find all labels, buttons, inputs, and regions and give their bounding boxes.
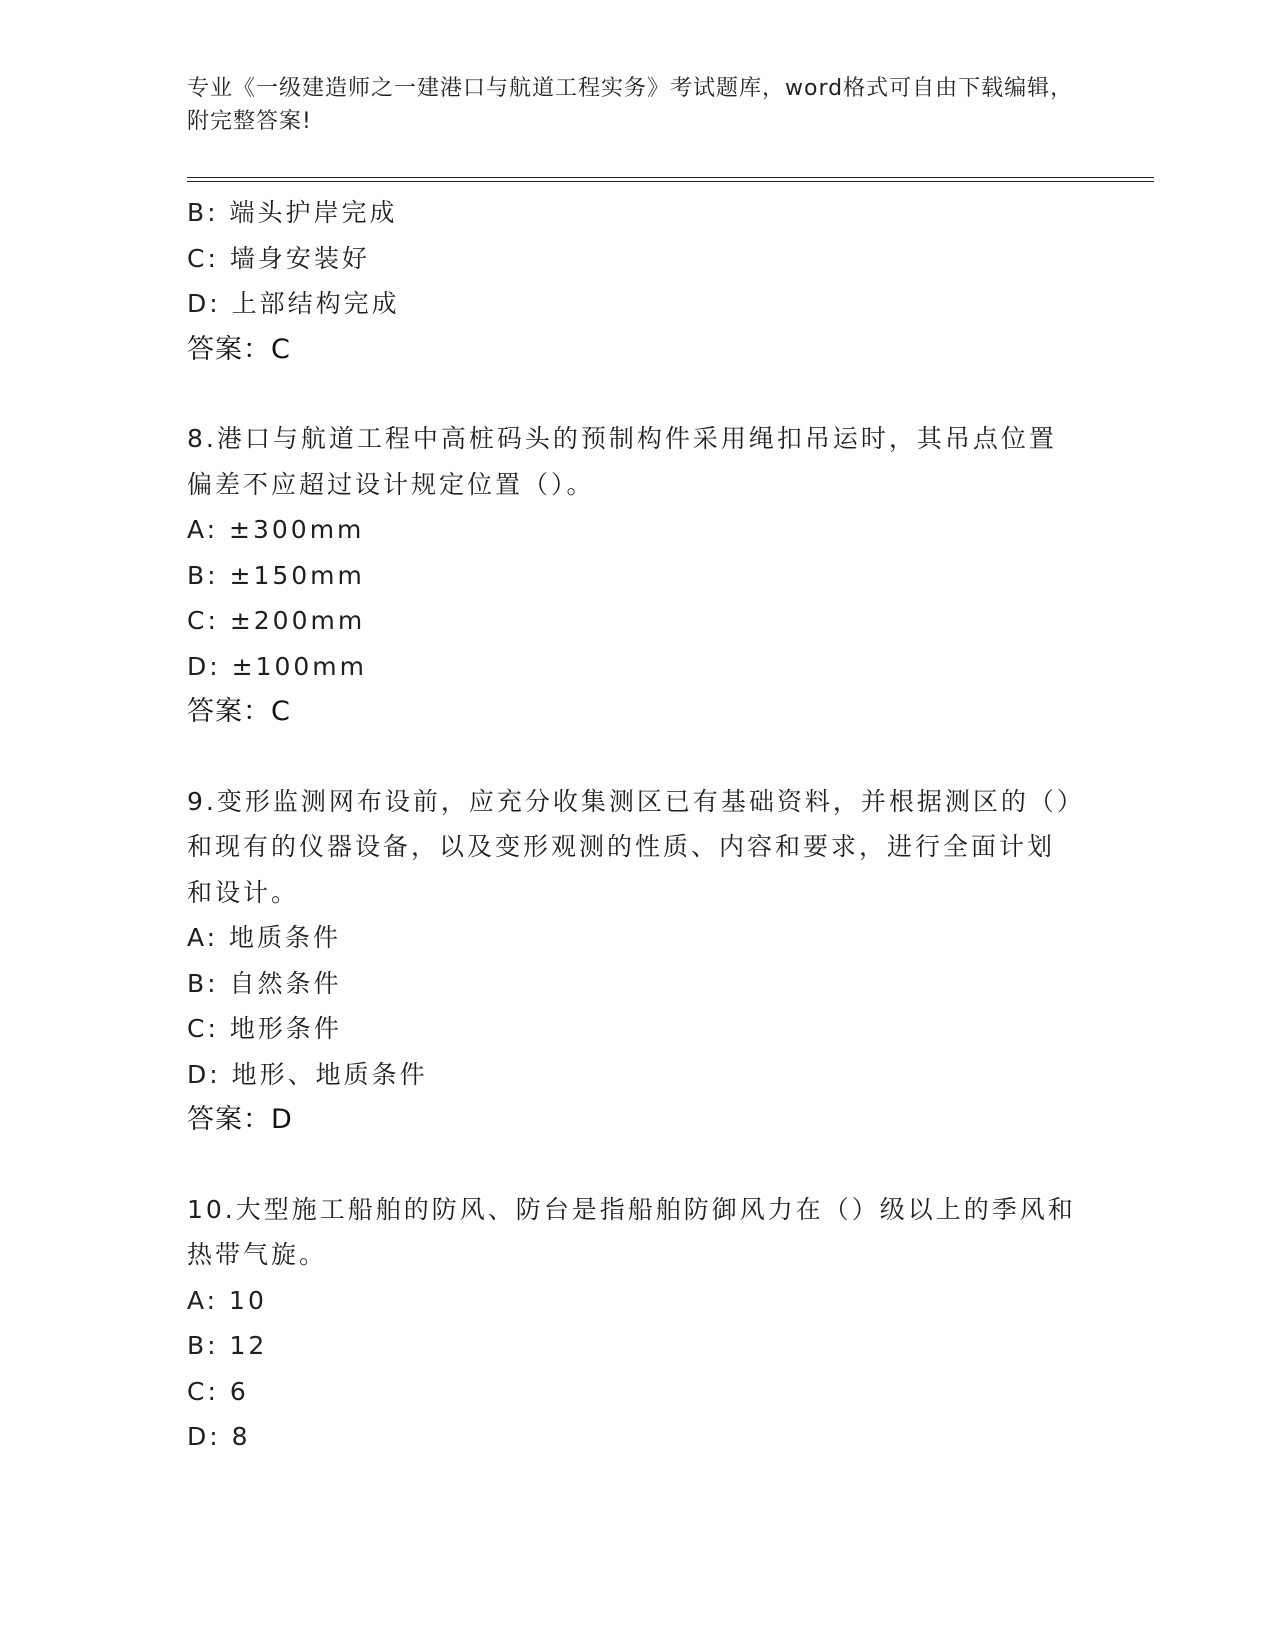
option-a: A: 地质条件: [187, 923, 342, 952]
question-10: [187, 1187, 1087, 1460]
question-content: [187, 190, 1087, 1460]
question-8: [187, 416, 1087, 735]
question-7-continuation: [187, 190, 1087, 372]
answer-line: 答案：C: [187, 333, 291, 365]
question-text: 10.大型施工船舶的防风、防台是指船舶防御风力在（）级以上的季风和热带气旋。: [187, 1194, 1076, 1269]
option-c: C: 墙身安装好: [187, 243, 370, 273]
option-d: D: 8: [187, 1422, 251, 1451]
option-b: B: ±150mm: [187, 560, 365, 590]
option-b: B: 12: [187, 1331, 268, 1360]
option-c: C: 地形条件: [187, 1014, 342, 1043]
option-a: A: 10: [187, 1285, 267, 1315]
option-b: B: 端头护岸完成: [187, 198, 398, 227]
option-d: D: ±100mm: [187, 651, 367, 681]
header-divider: [187, 177, 1154, 182]
answer-line: 答案：D: [187, 1104, 293, 1135]
option-d: D: 上部结构完成: [187, 289, 400, 318]
question-text: 8.港口与航道工程中高桩码头的预制构件采用绳扣吊运时，其吊点位置偏差不应超过设计规定位置（）。: [187, 424, 1057, 499]
question-9: [187, 779, 1087, 1143]
question-text: 9.变形监测网布设前，应充分收集测区已有基础资料，并根据测区的（）和现有的仪器设备，以及变形观测的性质、内容和要求，进行全面计划和设计。: [187, 786, 1073, 907]
option-c: C: 6: [187, 1376, 249, 1406]
option-d: D: 地形、地质条件: [187, 1059, 428, 1089]
option-b: B: 自然条件: [187, 968, 342, 998]
document-header: 专业《一级建造师之一建港口与航道工程实务》考试题库，word格式可自由下载编辑，附完整答案!: [187, 76, 1074, 134]
answer-line: 答案：C: [187, 696, 291, 727]
option-c: C: ±200mm: [187, 606, 366, 635]
option-a: A: ±300mm: [187, 515, 365, 544]
